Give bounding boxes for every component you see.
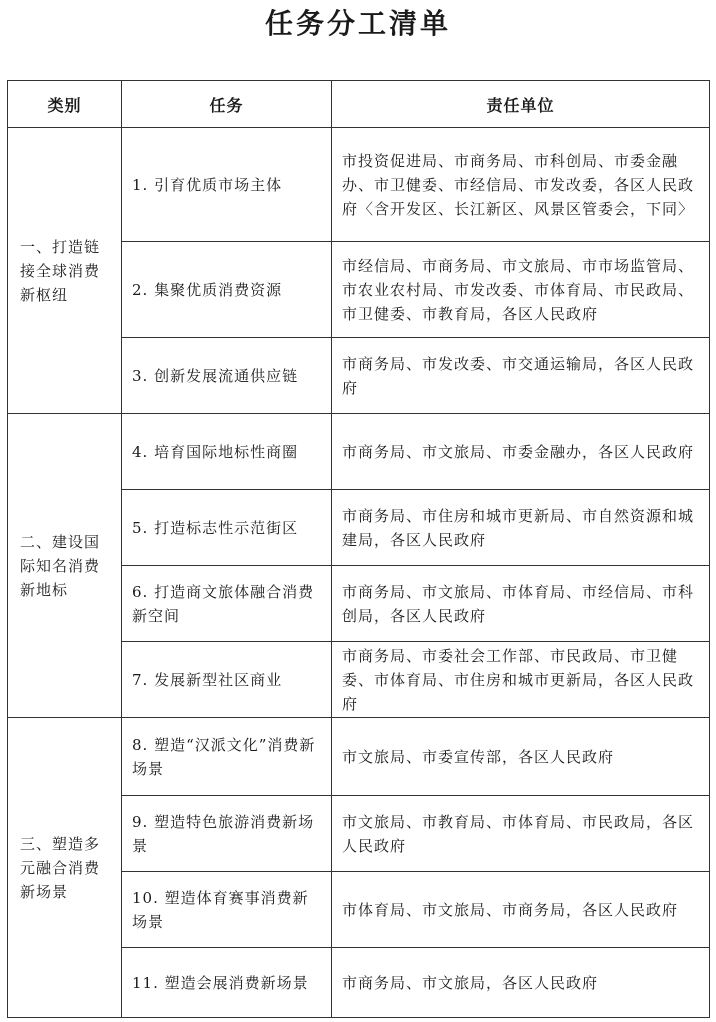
task-text: 4. 培育国际地标性商圈 [132, 442, 299, 461]
unit-text: 市商务局、市文旅局、市体育局、市经信局、市科创局，各区人民政府 [342, 582, 695, 625]
unit-cell [332, 128, 710, 242]
unit-cell [332, 566, 710, 642]
task-cell [122, 490, 332, 566]
unit-text: 市经信局、市商务局、市文旅局、市市场监管局、市农业农村局、市发改委、市体育局、市民政局、市卫健委、市教育局，各区人民政府 [342, 256, 695, 323]
category-cell [8, 128, 122, 414]
unit-text: 市商务局、市发改委、市交通运输局，各区人民政府 [342, 354, 695, 397]
task-text: 11. 塑造会展消费新场景 [132, 973, 309, 992]
category-text: 三、塑造多元融合消费新场景 [20, 834, 101, 901]
category-cell [8, 718, 122, 1018]
unit-text: 市商务局、市文旅局，各区人民政府 [342, 973, 599, 992]
task-text: 9. 塑造特色旅游消费新场景 [132, 812, 315, 855]
task-text: 3. 创新发展流通供应链 [132, 366, 299, 385]
unit-cell [332, 338, 710, 414]
unit-cell [332, 718, 710, 796]
unit-cell [332, 948, 710, 1018]
unit-text: 市体育局、市文旅局、市商务局，各区人民政府 [342, 900, 679, 919]
task-cell [122, 796, 332, 872]
task-cell [122, 642, 332, 718]
task-table [7, 80, 710, 1018]
unit-cell [332, 872, 710, 948]
table-header-row [8, 81, 710, 128]
table-row [8, 718, 710, 796]
task-cell [122, 414, 332, 490]
header-unit: 责任单位 [332, 81, 710, 128]
table-row [8, 414, 710, 490]
task-cell [122, 338, 332, 414]
unit-text: 市商务局、市住房和城市更新局、市自然资源和城建局，各区人民政府 [342, 506, 695, 549]
task-text: 10. 塑造体育赛事消费新场景 [132, 888, 309, 931]
unit-cell [332, 414, 710, 490]
task-cell [122, 242, 332, 338]
task-cell [122, 872, 332, 948]
category-text: 二、建设国际知名消费新地标 [20, 532, 101, 599]
category-text: 一、打造链接全球消费新枢纽 [20, 237, 101, 304]
task-cell [122, 948, 332, 1018]
task-text: 1. 引育优质市场主体 [132, 175, 283, 194]
unit-text: 市文旅局、市委宣传部，各区人民政府 [342, 747, 615, 766]
page-title: 任务分工清单 [264, 7, 451, 40]
category-cell [8, 414, 122, 718]
unit-text: 市商务局、市委社会工作部、市民政局、市卫健委、市体育局、市住房和城市更新局，各区人民政府 [342, 646, 695, 713]
task-text: 8. 塑造“汉派文化”消费新场景 [132, 735, 316, 778]
task-text: 2. 集聚优质消费资源 [132, 280, 283, 299]
task-cell [122, 128, 332, 242]
task-text: 6. 打造商文旅体融合消费新空间 [132, 582, 315, 625]
task-cell [122, 718, 332, 796]
unit-text: 市投资促进局、市商务局、市科创局、市委金融办、市卫健委、市经信局、市发改委，各区人民政府〈含开发区、长江新区、风景区管委会，下同〉 [342, 151, 695, 218]
unit-text: 市商务局、市文旅局、市委金融办，各区人民政府 [342, 442, 695, 461]
unit-cell [332, 796, 710, 872]
task-text: 5. 打造标志性示范街区 [132, 518, 299, 537]
unit-cell [332, 242, 710, 338]
header-category: 类别 [8, 81, 122, 128]
header-task: 任务 [122, 81, 332, 128]
task-text: 7. 发展新型社区商业 [132, 670, 283, 689]
table-row [8, 128, 710, 242]
unit-cell [332, 490, 710, 566]
unit-cell [332, 642, 710, 718]
unit-text: 市文旅局、市教育局、市体育局、市民政局，各区人民政府 [342, 812, 695, 855]
task-cell [122, 566, 332, 642]
